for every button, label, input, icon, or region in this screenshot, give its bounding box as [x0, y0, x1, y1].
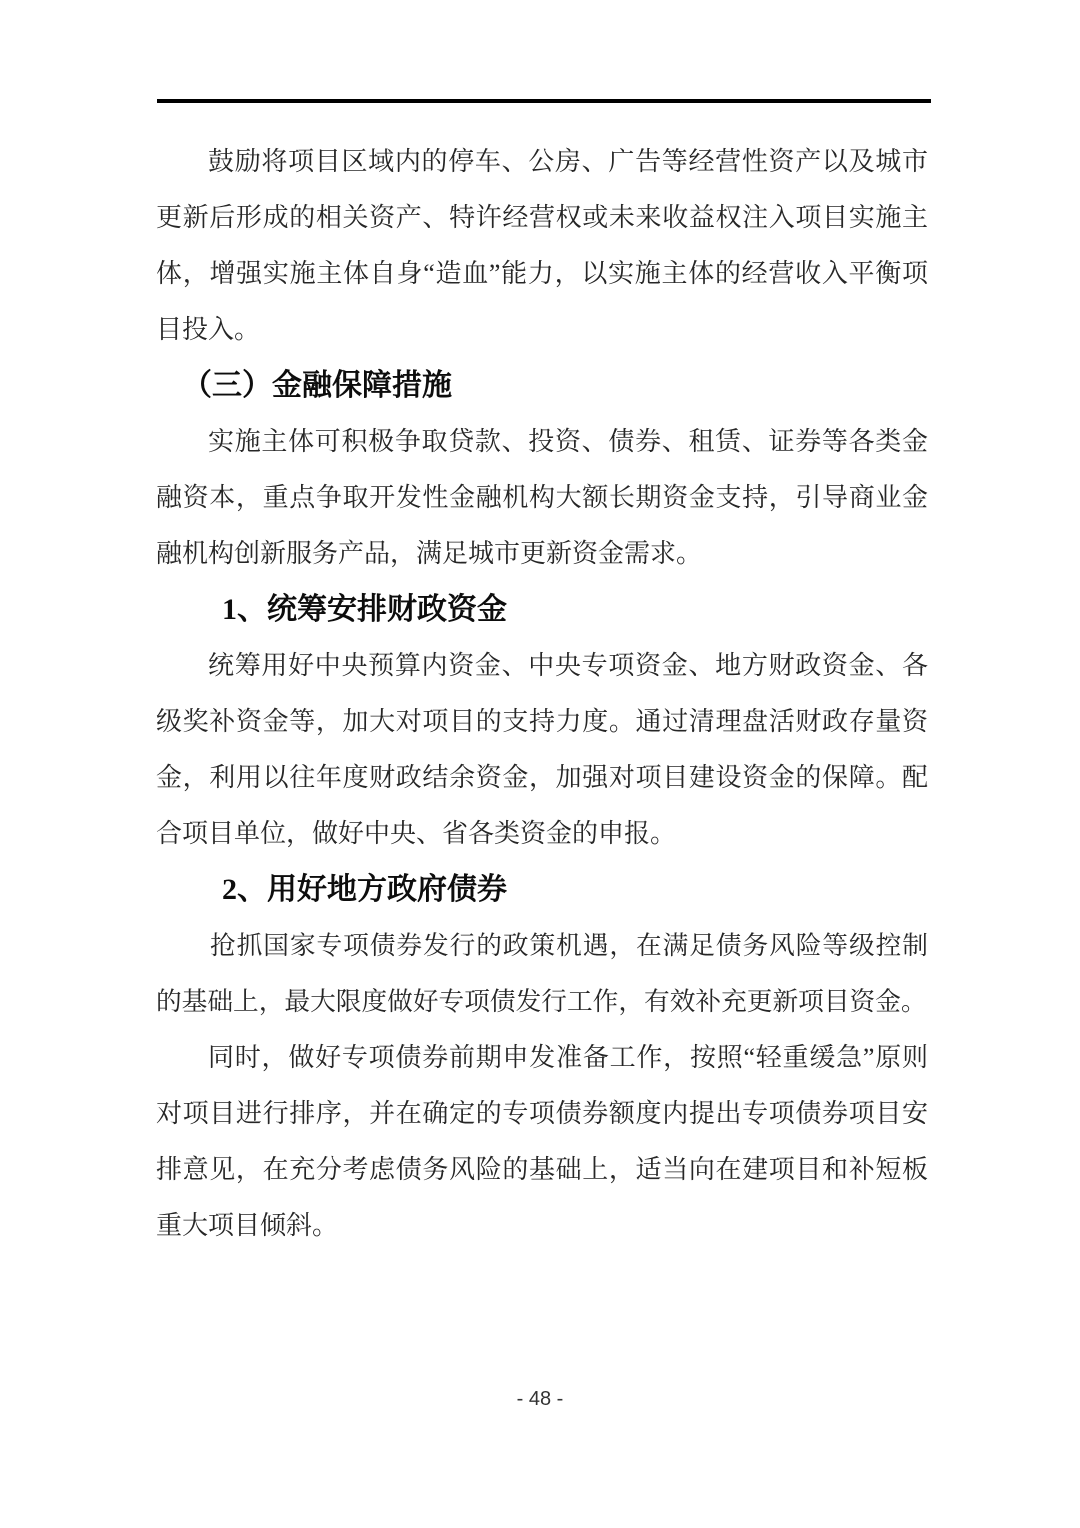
- section-heading-financial-guarantee: （三）金融保障措施: [182, 369, 452, 402]
- page-footer: [0, 1388, 1080, 1411]
- paragraph-operating-assets: 鼓励将项目区域内的停车、公房、广告等经营性资产以及城市更新后形成的相关资产、特许经营权或未来收益权注入项目实施主体，增强实施主体自身“造血”能力，以实施主体的经营收入平衡项目投入。: [156, 147, 928, 344]
- paragraph-special-bonds-opportunity: 抢抓国家专项债券发行的政策机遇，在满足债务风险等级控制的基础上，最大限度做好专项债发行工作，有效补充更新项目资金。: [156, 931, 928, 1016]
- header-rule: [157, 99, 931, 103]
- paragraph-special-bonds-preparation: 同时，做好专项债券前期申发准备工作，按照“轻重缓急”原则对项目进行排序，并在确定的专项债券额度内提出专项债券项目安排意见，在充分考虑债务风险的基础上，适当向在建项目和补短板重大项目倾斜。: [156, 1043, 928, 1240]
- paragraph-financial-capital: 实施主体可积极争取贷款、投资、债券、租赁、证券等各类金融资本，重点争取开发性金融机构大额长期资金支持，引导商业金融机构创新服务产品，满足城市更新资金需求。: [156, 427, 928, 568]
- document-body: [156, 134, 928, 1254]
- subsection-heading-government-bonds: 2、用好地方政府债券: [222, 873, 507, 906]
- page-number: - 48 -: [516, 1388, 564, 1410]
- subsection-heading-fiscal-funds: 1、统筹安排财政资金: [222, 593, 507, 626]
- paragraph-fiscal-funds-detail: 统筹用好中央预算内资金、中央专项资金、地方财政资金、各级奖补资金等，加大对项目的支持力度。通过清理盘活财政存量资金，利用以往年度财政结余资金，加强对项目建设资金的保障。配合项目单位，做好中央、省各类资金的申报。: [156, 651, 928, 848]
